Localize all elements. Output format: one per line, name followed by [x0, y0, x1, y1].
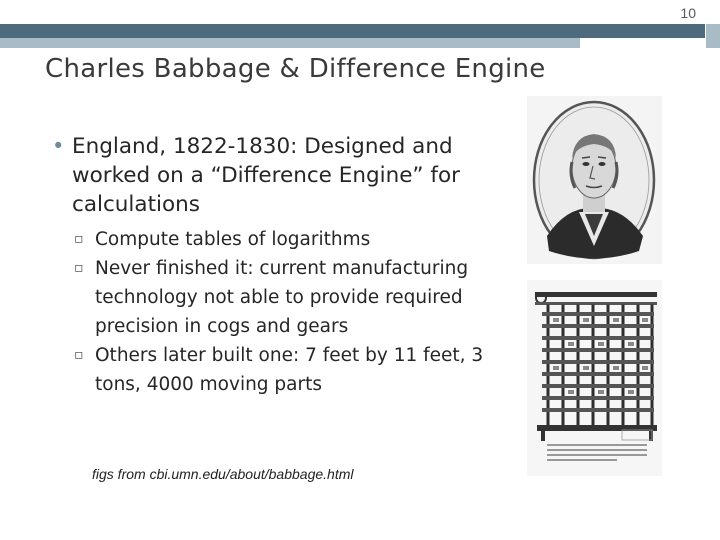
sub-bullet	[72, 341, 490, 399]
babbage-portrait-image	[527, 96, 662, 264]
sub-bullet	[72, 254, 490, 341]
main-bullet-text: England, 1822-1830: Designed and worked on a “Difference Engine” for calculations	[72, 134, 460, 217]
sub-bullet-text: Never finished it: current manufacturing technology not able to provide required precision in cogs and gears	[95, 258, 469, 337]
page-number: 10	[680, 5, 696, 21]
difference-engine-image	[527, 280, 662, 476]
square-bullet-icon: ▫	[74, 231, 84, 247]
sub-bullet-text: Compute tables of logarithms	[95, 229, 371, 250]
sub-bullet	[72, 225, 490, 254]
header-bar-right	[706, 24, 720, 48]
slide-title: Charles Babbage & Difference Engine	[45, 54, 546, 84]
slide-body	[50, 132, 490, 399]
image-credit: figs from cbi.umn.edu/about/babbage.html	[92, 466, 354, 482]
square-bullet-icon: ▫	[74, 347, 84, 363]
main-bullet	[50, 132, 490, 219]
sub-bullet-text: Others later built one: 7 feet by 11 feet, 3 tons, 4000 moving parts	[95, 345, 484, 395]
bullet-dot-icon: •	[52, 134, 65, 158]
square-bullet-icon: ▫	[74, 260, 84, 276]
header-bar-dark	[0, 24, 705, 38]
sub-bullet-list	[50, 225, 490, 399]
header-bar-light	[0, 38, 580, 48]
